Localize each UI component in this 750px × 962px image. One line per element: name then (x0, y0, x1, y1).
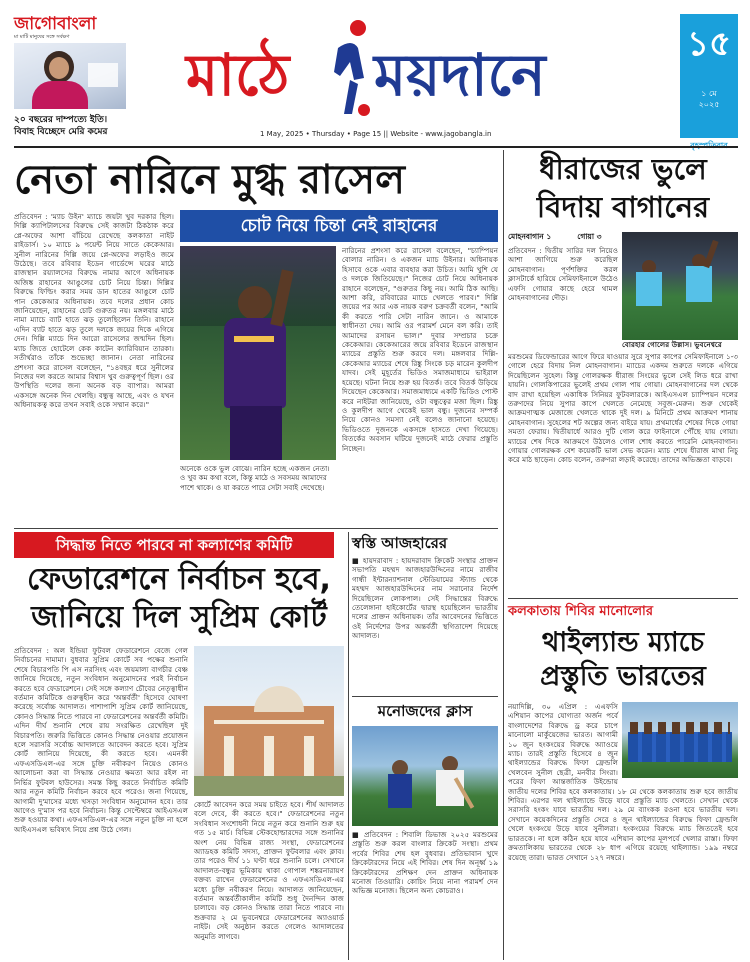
federation-photo-building (194, 646, 344, 796)
federation-col-2 (194, 800, 344, 958)
federation-headline-2[interactable]: জানিয়ে দিল সুপ্রিম কোর্ট (31, 600, 327, 635)
federation-col-1 (14, 646, 188, 958)
dateline: 1 May, 2025 • Thursday • Page 15 || Website - www.jagobangla.in (260, 130, 492, 138)
date-bn: ১ মে ২০২৫ (698, 89, 720, 109)
section-title-left: মাঠে (186, 41, 290, 109)
lead-headline[interactable]: নেতা নারিনে মুগ্ধ রাসেল (14, 157, 405, 203)
swasti-body (352, 556, 498, 692)
swasti-title[interactable]: স্বস্তি আজহারের (352, 534, 448, 552)
dhiraj-photo (622, 232, 738, 340)
swasti-body-text: ■ হায়দরাবাদ : হায়দরাবাদ ক্রিকেট সংস্থার প্রাক্তন সভাপতি মহম্মদ আজহারউদ্দিনের নামে রাজীব গান্ধী ইন্টারন্যাশনাল স্টেডিয়ামের স্ট্যান্ড থেকে মহম্মদ আজহারউদ্দিনের নাম সরানোর নির্দেশ দিয়েছিলেন লোকপাল। সেই সিদ্ধান্তের বিরুদ্ধে তেলেঙ্গানা হাইকোর্টের দ্বারস্থ হয়েছিলেন ভারতীয় দলের প্রাক্তন অধিনায়ক। তাঁর আবেদনের ভিত্তিতে ওই নির্দেশের উপর অন্তর্বর্তী স্থগিতাদেশ দিয়েছে আদালত। (352, 556, 498, 641)
thailand-body (508, 702, 738, 958)
federation-col-2-text: কোর্টে আবেদন করে সময় চাইতে হবে। শীর্ষ আদালত বলে দেবে, কী করতে হবে।" ফেডারেশনের নতুন সংবিধান সংশোধনী নিয়ে নতুন করে শুনানি শুরু হয় গত ১৫ মার্চ। বিভিন্ন স্টেকহোল্ডারদের সঙ্গে শুনানির অংশ নেয় বিভিন্ন রাজ্য সংস্থা, ফেডারেশনের অ্যাডহক কমিটি সদস্য, প্রাক্তন ফুটবলার এবং ক্লাব। তার পরেও দীর্ঘ ১১ ঘণ্টা ধরে শুনানি চলে। সেখানে আদালত-বন্ধুর ভূমিকায় থাকা গোপাল শঙ্করনারায়ণ বক্তব্য রাখেন ফেডারেশনের ও এফএসডিএল-এর মধ্যে চুক্তি নবীকরণ নিয়ে। আদালত জানিয়েছেন, বর্তমান অন্তর্বর্তীকালীন কমিটি শুধু দৈনন্দিন কাজ চালাবে। বড় কোনও সিদ্ধান্ত তারা নিতে পারবে না। শুক্রবার ২ মে ভুবনেশ্বরে ফেডারেশনের অ্যাওয়ার্ড নাইট। সেই অনুষ্ঠান করতে গেলেও আদালতের অনুমতি লাগবে। (194, 800, 344, 941)
class-body-text: ■ প্রতিবেদন : শিবালি ডিভাজ ২০২৫ মরশুমের প্রস্তুতি শুরু করল বাংলার ক্রিকেট সংস্থা। প্রথম পর্বের শিবির শেষ হল বুধবার। প্রতিভাবান খুদে ক্রিকেটারদের নিয়ে এই শিবির। শেষ দিন অনূর্ধ্ব ১৯ ক্রিকেটারদের প্রশিক্ষণ দেন প্রাক্তন অধিনায়ক মনোজ তিওয়ারি। কোচিং নিয়ে নানা পরামর্শ দেন অভিজ্ঞ মনোজ। ছিলেন অন্য কোচরাও। (352, 830, 498, 896)
dhiraj-headline-1[interactable]: ধীরাজের ভুলে (539, 152, 707, 186)
lead-photo-caption: অনেকে ওকে ভুল বোঝে। নারিন হচ্ছে একজন নেতা। ও খুব কম কথা বলে, কিন্তু মাঠে ও সবসময় আমাদের পাশে থাকে। ও যা করতে পারে সেটা সবাই দেখেছে। (180, 464, 330, 492)
paper-logo-box (14, 14, 126, 112)
dhiraj-col-left (508, 246, 618, 350)
class-photo (352, 726, 498, 826)
lead-col-3 (342, 246, 498, 524)
lead-col-3-text: নারিনের প্রশংসা করে রাসেল বলেছেন, "চ্যাম্পিয়ন বোলার নারিন। ও একজন ম্যাচ উইনার। অধিনায়ক হিসাবে ওকে এবার ব্যবহার করা উচিত। আমি খুশি যে ও দলকে জিতিয়েছে।" নিজের চোট নিয়ে অধিনায়ক রাহানে বলেছেন, "গুরুতর কিছু নয়। আমি ঠিক আছি। আশা করি, রবিবারের ম্যাচে খেলতে পারব।" দিল্লি জয়ের পর আর এক নায়ক বরুণ চক্রবর্তী বলেন, "আমি কী করতে পারি সেটা নারিন জানে। ও আমাকে স্বাধীনতা দেয়। আমি ওর পরামর্শ মেনে বল করি। তাই আমাদের রসায়ন ভাল।" দুবার সম্প্রচার চক্রে কেকেআর। কেকেআরের জয়ে রবিবার ইডেনে রাজস্থান ম্যাচের প্রস্তুতি শুরু করবে দল। মঙ্গলবার দিল্লি-কেকেআর ম্যাচের শেষে রিঙ্কু সিংকে চড় মারেন কুলদীপ যাদব। সেই মুহূর্তের ভিডিও সমাজমাধ্যমে ভাইরাল হয়েছে। ঘটনা নিয়ে শুরু হয় বিতর্ক। তবে বিতর্ক উড়িয়ে দিয়েছেন কেকেআর। সমাজমাধ্যমে একটি ভিডিও পোস্ট করে নাইটরা জানিয়েছে, ওটা বন্ধুত্বের মজা ছিল। রিঙ্কু ও কুলদীপ আগে থেকেই ভাল বন্ধু। দুজনের সম্পর্ক নিয়ে কোনও সমস্যা নেই বলেও জানানো হয়েছে। ভিডিওতে দুজনকে একসঙ্গে হাসতে দেখা গিয়েছে। বিতর্কের অবসান ঘটিয়ে দুজনেই মাঠে ফেরার প্রস্তুতি নিচ্ছেন। (342, 246, 498, 453)
match-score: মোহনবাগান ১ গোয়া ৩ (508, 232, 602, 241)
lead-col-1-text: প্রতিবেদন : 'ম্যাচ উইন' ম্যাচে জয়টা খুব দরকার ছিল। দিল্লি ক্যাপিটালসের বিরুদ্ধে সেই কাজটা ঠিকঠাক করে প্লে-অফের আশা বাঁচিয়ে রেখেছে কলকাতা নাইট রাইডার্স। ১০ ম্যাচে ৯ পয়েন্ট নিয়ে সাতে কেকেআর। সুনীল নারিনের দিল্লি জয়ে প্লে-অফের লড়াইও জমে উঠেছে। তবে রবিবার ইডেন গার্ডেন্সে ঘরের মাঠে রাজস্থান রয়্যালসের বিরুদ্ধে নামার আগে অধিনায়ক অজিঙ্ক রাহানের আঙুলের চোট নিয়ে চিন্তা। দিল্লির বিরুদ্ধে ফিল্ডিং করার সময় ডান হাতের আঙুলে চোট পান কেকেআর অধিনায়ক। তবে দলের প্রধান কোচ জানিয়েছেন, রাহানের চোট গুরুতর নয়। মঙ্গলবার মাঠে নামা ম্যাচে ব্যাট হাতে ঝড় তুলেছিলেন তিনি। রাহানে এদিন ব্যাট হাতে ঝড় তুলে দলকে জয়ের দিকে এগিয়ে দেন। দিল্লি ম্যাচে দিন আরো রাসেলের জন্মদিন ছিল। ম্যাচ জিতে হোটেলে কেক কাটেন ক্যারিবিয়ান তারকা। সতীর্থরাও তাঁকে শুভেচ্ছা জানান। নেতা নারিনের প্রশংসা করে রাসেল বলেছেন, "১৪বছর ধরে সুনীলের নিজের দল করতে আমার বিশ্বাস খুব গুরুত্বপূর্ণ ছিল। ওর উপস্থিতি দলের জন্য অনেক বড় ব্যাপার। আমরা একসঙ্গে অনেক দিন খেলছি। বন্ধুত্ব আছে, এবং ও যখন অধিনায়কত্ব করে তখন সবাই ওকে সম্মান করে।" (14, 212, 174, 410)
thailand-headline-1[interactable]: থাইল্যান্ড ম্যাচে (541, 627, 705, 658)
promo-line-2[interactable]: বিবাহ বিচ্ছেদে মেরি কমের (14, 127, 108, 137)
thailand-headline-2[interactable]: প্রস্তুতি ভারতের (540, 661, 706, 692)
page-number-box (680, 14, 738, 138)
federation-headline-1[interactable]: ফেডারেশনে নির্বাচন হবে, (27, 562, 331, 597)
thailand-photo-float (618, 702, 738, 780)
lead-subhead: চোট নিয়ে চিন্তা নেই রাহানের (180, 210, 498, 242)
federation-kicker: সিদ্ধান্ত নিতে পারবে না কল্যাণের কমিটি (14, 532, 334, 558)
dhiraj-col-left-text: প্রতিবেদন : দ্বিতীয় সারির দল নিয়েও আশা জাগিয়ে শুরু করেছিল মোহনবাগান। পূর্ণশক্তির করল ক্লাসটার্কে হারিয়ে সেমিফাইনালে উঠেও এফসি গোয়ার কাছে হেরে থামল মোহনবাগানের দৌড়। (508, 246, 618, 303)
section-title-right: ময়দানে (374, 41, 546, 109)
thailand-kicker: কলকাতায় শিবির মানোলোর (508, 604, 653, 619)
lead-photo-russell (180, 246, 336, 460)
page-number: ১৫ (686, 24, 732, 64)
section-title (178, 18, 662, 126)
dhiraj-body (508, 352, 738, 594)
player-logo-icon (328, 18, 372, 118)
dhiraj-photo-caption: বোরহার গোলের উল্লাস। ভুবনেশ্বরে (622, 340, 722, 349)
class-body (352, 830, 498, 958)
dhiraj-headline-2[interactable]: বিদায় বাগানের (536, 190, 710, 224)
lead-col-1 (14, 212, 174, 524)
promo-photo (14, 43, 126, 109)
dhiraj-body-text: মরশুমের ডিফেন্ডারের আগে ফিরে যাওয়ার সুরে সুপার কাপের সেমিফাইনালে ১-৩ গোলে হেরে বিদায় নিল মোহনবাগান। ম্যাচের একদম শুরুতে দলকে এগিয়ে দিয়েছিলেন সুহেল। কিন্তু গোলরক্ষক ধীরাজ সিংয়ের ভুলে সেই লিড ধরে রাখা যায়নি। গোলকিপারের ভুলেই প্রথম গোল পায় গোয়া। মোহনবাগানের দল থেকে বাদ রাখা হয়েছিল একাধিক সিনিয়র ফুটবলারকে। আইএসএল চ্যাম্পিয়ন দলের তরুণদের নিয়ে সুপার কাপে খেলতে নেমেছে সবুজ-মেরুন। শুরু থেকেই আক্রমণাত্মক মেজাজে খেলতে থাকে দুই দল। ৯ মিনিটে প্রথম আক্রমণ শানায় মোহনবাগান। সুহেলের শট অল্পের জন্য বাইরে যায়। প্রথমার্ধের শেষের দিকে গোয়া সমতা ফেরায়। দ্বিতীয়ার্ধে আরও দুটি গোল করে ফাইনালে পৌঁছে যায় গোয়া। ম্যাচের শেষ দিকে আক্রমণে উঠলেও গোল শোধ করতে পারেনি মোহনবাগান। গোয়ার গোলরক্ষক বেশ কয়েকটি ভাল সেভ করেন। ম্যাচ শেষে ধীরাজ মাথা নিচু করে মাঠ ছাড়েন। কোচ বলেন, তরুণরা লড়াই করেছে। তাদের অভিজ্ঞতা বাড়বে। (508, 352, 738, 465)
paper-logo: জাগোবাংলা (14, 14, 97, 34)
thailand-body-text: নয়াদিল্লি, ৩০ এপ্রিল : এএফসি এশিয়ান কাপের যোগ্যতা অর্জন পর্বে বাংলাদেশের বিরুদ্ধে ড্র করে চাপে মানোলো মার্কুয়েজের ভারত। আগামী ১০ জুন হংকংয়ের বিরুদ্ধে অ্যাওয়ে ম্যাচ। তারই প্রস্তুতি হিসেবে ৪ জুন থাইল্যান্ডের বিরুদ্ধে ফিফা ফ্রেন্ডলি খেলবেন সুনীল ছেত্রী, মনবীর সিংরা। পরের ফিফা আন্তর্জাতিক উইন্ডোয় জাতীয় দলের শিবির হবে কলকাতায়। ১৮ মে থেকে কলকাতায় শুরু হবে জাতীয় শিবির। এরপর দল থাইল্যান্ডে উড়ে যাবে প্রস্তুতি ম্যাচ খেলতে। সেখান থেকে সরাসরি হংকং যাবে ভারতীয় দল। ২৯ মে ব্যাংকক রওনা হবে ভারতীয় দল। সেখানে কয়েকদিনের প্রস্তুতি সেরে ৪ জুন থাইল্যান্ডের বিরুদ্ধে ফিফা ফ্রেন্ডলি খেলে হংকংয়ে উড়ে যাবে সুনীলরা। হংকংয়ের বিরুদ্ধে ম্যাচ জিততেই হবে ভারতকে। না হলে কঠিন হয়ে যাবে এশিয়ান কাপের মূলপর্বে খেলার রাস্তা। ফিফা ক্রমতালিকায় ভারতের থেকে ২৮ ধাপ এগিয়ে রয়েছে থাইল্যান্ড। ১৯৯ নম্বরে রয়েছে তারা। ভারত সেখানে ১২৭ নম্বরে। (508, 702, 738, 862)
federation-col-1-text: প্রতিবেদন : অল ইন্ডিয়া ফুটবল ফেডারেশনে বেজে গেল নির্বাচনের দামামা। বুধবার সুপ্রিম কোর্টে সব পক্ষের শুনানি শেষে বিচারপতি পি এস নরসিংহ এবং জয়মাল্য বাগচীর বেঞ্চ জানিয়ে দিয়েছে, নতুন সংবিধান অনুমোদনের পরই নির্বাচন করতে হবে ফেডারেশনে। সেই সঙ্গে কল্যাণ চৌবের নেতৃত্বাধীন বর্তমান কমিটিকে গুরুত্বহীন করে 'অন্তর্বর্তী' হিসেবে ঘোষণা করেছে সর্বোচ্চ আদালত। পাশাপাশি সুপ্রিম কোর্ট জানিয়েছে, কোনও সিদ্ধান্ত নিতে পারবে না ফেডারেশনের অন্তর্বর্তী কমিটি। এদিন দীর্ঘ শুনানি শেষে রায় সংরক্ষিত রেখেছিল দুই বিচারপতি। জরুরি ভিত্তিতে কোনও সিদ্ধান্ত নেওয়ার প্রয়োজন হলে সরাসরি সর্বোচ্চ আদালতে আবেদন করতে হবে। সুপ্রিম কোর্ট জানিয়ে দিয়েছে, কী করতে হবে। এমনকী এফএসডিএল-এর সঙ্গে চুক্তি নবীকরণ নিয়েও কোনও আলোচনা করা বা সিদ্ধান্ত নেওয়ার ক্ষমতা আর রইল না নির্ভির ফুটবল হাউসের। সমস্ত কিছু করতে নির্বাচিত কমিটি আর নতুন কমিটি নির্বাচন করবে হবে পরেও। জনা গিয়েছে, আগামী দু'মাসের মধ্যে খসড়া সংবিধান অনুমোদন হবে। তার আগেও দু'মাস পর হবে নির্বাচন। কিন্তু সেপ্টেম্বরে আইএসএল শুরু হওয়ার কথা। এফএসডিএল-এর সঙ্গে নতুন চুক্তি না হলে আইএসএল ভবিষ্যৎ নিয়ে প্রশ্ন উঠে গেল। (14, 646, 188, 834)
class-title[interactable]: মনোজদের ক্লাস (377, 702, 473, 720)
promo-line-1[interactable]: ২০ বছরের দাম্পত্যে ইতি। (14, 115, 108, 125)
paper-tagline: মা মাটি মানুষের সঙ্গে সর্বক্ষণ (14, 34, 70, 40)
